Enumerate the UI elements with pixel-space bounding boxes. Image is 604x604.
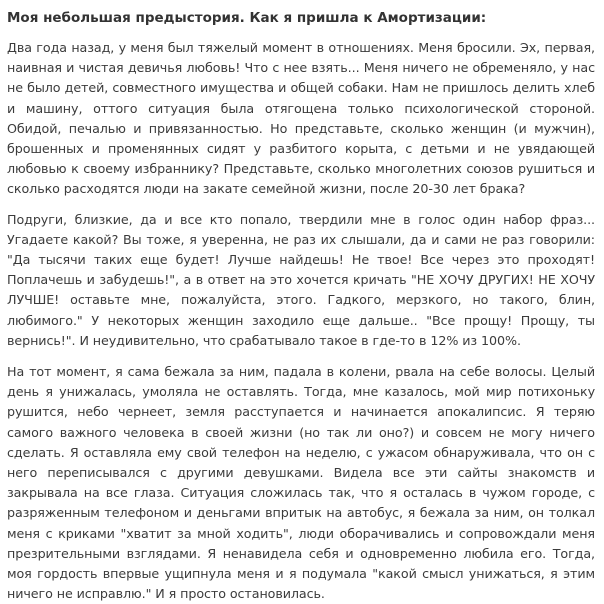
- article-heading: Моя небольшая предыстория. Как я пришла к Амортизации:: [7, 10, 487, 26]
- paragraph-1: Два года назад, у меня был тяжелый момент в отношениях. Меня бросили. Эх, первая, наивная и чистая девичья любовь! Что с нее взять... Меня ничего не обременяло, у нас не было детей, совместного имущества и общей собаки. Нам не пришлось делить хлеб и машину, оттого ситуация была отягощена только психологической стороной. Обидой, печалью и привязанностью. Но представьте, сколько женщин (и мужчин), брошенных и променянных сидят у разбитого корыта, с детьми и не увядающей любовью к своему избраннику? Представьте, сколько многолетних союзов рушиться и сколько расходятся люди на закате семейной жизни, после 20-30 лет брака?: [7, 40, 595, 197]
- paragraph-2: Подруги, близкие, да и все кто попало, твердили мне в голос один набор фраз... Угадаете какой? Вы тоже, я уверенна, не раз их слышали, да и сами не раз говорили: "Да тысячи таких еще будет! Лучше найдешь! Не твое! Все через это проходят! Поплачешь и забудешь!", а в ответ на это хочется кричать "НЕ ХОЧУ ДРУГИХ! НЕ ХОЧУ ЛУЧШЕ! оставьте мне, пожалуйста, этого. Гадкого, мерзкого, но такого, блин, любимого." У некоторых женщин заходило еще дальше.. "Все прощу! Прощу, ты вернись!". И неудивительно, что срабатывало такое в где-то в 12% из 100%.: [7, 211, 595, 348]
- paragraph-3: На тот момент, я сама бежала за ним, падала в колени, рвала на себе волосы. Целый день я унижалась, умоляла не оставлять. Тогда, мне казалось, мой мир потихоньку рушится, небо чернеет, земля расступается и начинается апокалипсис. Я теряю самого важного человека в своей жизни (но так ли оно?) и совсем не могу ничего сделать. Я оставляла ему свой телефон на неделю, с ужасом обнаруживала, что он с него переписывался с другими девушками. Видела все эти сайты знакомств и закрывала на все глаза. Ситуация сложилась так, что я осталась в чужом городе, с разряженным телефоном и деньгами впритык на автобус, я бежала за ним, он толкал меня с криками "хватит за мной ходить", люди оборачивались и сопровождали меня презрительными взглядами. Я ненавидела себя и одновременно любила его. Тогда, моя гордость впервые ущипнула меня и я подумала "какой смысл унижаться, я этим ничего не исправлю." И я просто остановилась.: [7, 364, 595, 602]
- article: [7, 0, 595, 604]
